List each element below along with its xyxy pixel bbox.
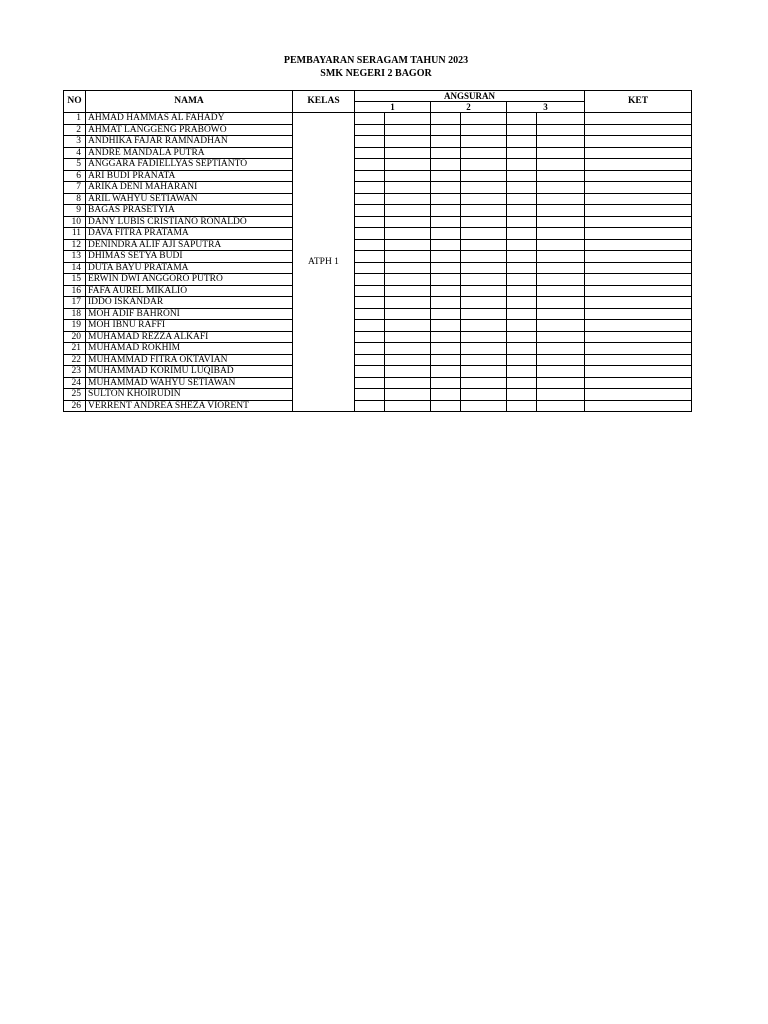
installment-3-amount-cell <box>537 262 585 274</box>
ket-cell <box>585 216 692 228</box>
ket-cell <box>585 262 692 274</box>
installment-1-amount-cell <box>385 147 431 159</box>
installment-3-amount-cell <box>537 343 585 355</box>
installment-2-date-cell <box>431 389 461 401</box>
ket-cell <box>585 343 692 355</box>
payment-table <box>63 90 692 412</box>
installment-3-amount-cell <box>537 182 585 194</box>
installment-1-amount-cell <box>385 366 431 378</box>
row-number: 11 <box>64 228 86 240</box>
installment-3-amount-cell <box>537 389 585 401</box>
installment-2-date-cell <box>431 239 461 251</box>
ket-cell <box>585 354 692 366</box>
installment-3-date-cell <box>507 389 537 401</box>
student-name: MUHAMAD ROKHIM <box>86 343 293 355</box>
header-installment-2: 2 <box>431 102 507 113</box>
student-name: DUTA BAYU PRATAMA <box>86 262 293 274</box>
installment-3-date-cell <box>507 331 537 343</box>
installment-2-date-cell <box>431 170 461 182</box>
row-number: 25 <box>64 389 86 401</box>
table-row <box>64 320 692 332</box>
installment-1-amount-cell <box>385 182 431 194</box>
installment-1-date-cell <box>355 320 385 332</box>
installment-2-date-cell <box>431 343 461 355</box>
installment-2-amount-cell <box>461 205 507 217</box>
student-name: ARIKA DENI MAHARANI <box>86 182 293 194</box>
installment-3-date-cell <box>507 400 537 412</box>
installment-2-amount-cell <box>461 251 507 263</box>
student-name: ANDRE MANDALA PUTRA <box>86 147 293 159</box>
student-name: IDDO ISKANDAR <box>86 297 293 309</box>
student-name: MUHAMAD REZZA ALKAFI <box>86 331 293 343</box>
installment-3-date-cell <box>507 147 537 159</box>
installment-2-date-cell <box>431 193 461 205</box>
installment-1-date-cell <box>355 389 385 401</box>
table-row <box>64 205 692 217</box>
installment-2-date-cell <box>431 251 461 263</box>
installment-1-date-cell <box>355 274 385 286</box>
row-number: 19 <box>64 320 86 332</box>
installment-3-date-cell <box>507 124 537 136</box>
installment-1-amount-cell <box>385 354 431 366</box>
ket-cell <box>585 297 692 309</box>
ket-cell <box>585 251 692 263</box>
row-number: 16 <box>64 285 86 297</box>
installment-1-amount-cell <box>385 193 431 205</box>
table-row <box>64 354 692 366</box>
table-row <box>64 343 692 355</box>
installment-1-date-cell <box>355 251 385 263</box>
table-row <box>64 308 692 320</box>
table-row <box>64 251 692 263</box>
installment-3-amount-cell <box>537 147 585 159</box>
table-row <box>64 113 692 125</box>
installment-2-date-cell <box>431 205 461 217</box>
student-name: VERRENT ANDREA SHEZA VIORENT <box>86 400 293 412</box>
installment-1-date-cell <box>355 239 385 251</box>
row-number: 9 <box>64 205 86 217</box>
header-nama: NAMA <box>86 91 293 113</box>
table-row <box>64 262 692 274</box>
installment-1-date-cell <box>355 377 385 389</box>
ket-cell <box>585 124 692 136</box>
installment-1-date-cell <box>355 147 385 159</box>
installment-2-amount-cell <box>461 308 507 320</box>
ket-cell <box>585 239 692 251</box>
ket-cell <box>585 147 692 159</box>
row-number: 22 <box>64 354 86 366</box>
installment-2-amount-cell <box>461 147 507 159</box>
table-row <box>64 377 692 389</box>
installment-1-date-cell <box>355 400 385 412</box>
row-number: 17 <box>64 297 86 309</box>
installment-2-date-cell <box>431 136 461 148</box>
installment-2-date-cell <box>431 331 461 343</box>
installment-1-date-cell <box>355 216 385 228</box>
installment-2-amount-cell <box>461 297 507 309</box>
ket-cell <box>585 389 692 401</box>
installment-2-amount-cell <box>461 113 507 125</box>
row-number: 3 <box>64 136 86 148</box>
installment-2-amount-cell <box>461 285 507 297</box>
installment-1-amount-cell <box>385 170 431 182</box>
class-cell: ATPH 1 <box>293 113 355 412</box>
installment-2-amount-cell <box>461 274 507 286</box>
ket-cell <box>585 159 692 171</box>
installment-1-date-cell <box>355 308 385 320</box>
installment-1-amount-cell <box>385 389 431 401</box>
row-number: 10 <box>64 216 86 228</box>
student-name: BAGAS PRASETYIA <box>86 205 293 217</box>
installment-3-date-cell <box>507 274 537 286</box>
student-name: AHMAT LANGGENG PRABOWO <box>86 124 293 136</box>
ket-cell <box>585 400 692 412</box>
installment-2-amount-cell <box>461 170 507 182</box>
installment-1-amount-cell <box>385 343 431 355</box>
row-number: 23 <box>64 366 86 378</box>
installment-2-date-cell <box>431 377 461 389</box>
row-number: 8 <box>64 193 86 205</box>
installment-1-date-cell <box>355 182 385 194</box>
title-line-2: SMK NEGERI 2 BAGOR <box>320 68 432 79</box>
installment-3-date-cell <box>507 159 537 171</box>
row-number: 2 <box>64 124 86 136</box>
installment-1-amount-cell <box>385 124 431 136</box>
table-row <box>64 136 692 148</box>
installment-2-date-cell <box>431 308 461 320</box>
installment-1-date-cell <box>355 262 385 274</box>
installment-1-amount-cell <box>385 308 431 320</box>
installment-2-date-cell <box>431 216 461 228</box>
installment-3-amount-cell <box>537 320 585 332</box>
installment-1-date-cell <box>355 136 385 148</box>
installment-3-amount-cell <box>537 400 585 412</box>
table-row <box>64 193 692 205</box>
student-name: ARIL WAHYU SETIAWAN <box>86 193 293 205</box>
installment-3-amount-cell <box>537 308 585 320</box>
installment-2-amount-cell <box>461 262 507 274</box>
document-title <box>0 54 752 80</box>
student-name: MOH IBNU RAFFI <box>86 320 293 332</box>
installment-3-amount-cell <box>537 331 585 343</box>
ket-cell <box>585 377 692 389</box>
student-name: MUHAMMAD WAHYU SETIAWAN <box>86 377 293 389</box>
student-name: DANY LUBIS CRISTIANO RONALDO <box>86 216 293 228</box>
row-number: 26 <box>64 400 86 412</box>
installment-3-amount-cell <box>537 377 585 389</box>
student-name: MUHAMMAD KORIMU LUQIBAD <box>86 366 293 378</box>
ket-cell <box>585 285 692 297</box>
student-name: AHMAD HAMMAS AL FAHADY <box>86 113 293 125</box>
table-row <box>64 159 692 171</box>
header-kelas: KELAS <box>293 91 355 113</box>
row-number: 18 <box>64 308 86 320</box>
ket-cell <box>585 136 692 148</box>
installment-3-amount-cell <box>537 251 585 263</box>
installment-1-amount-cell <box>385 159 431 171</box>
ket-cell <box>585 331 692 343</box>
row-number: 13 <box>64 251 86 263</box>
header-installment-1: 1 <box>355 102 431 113</box>
table-body <box>64 113 692 412</box>
table-row <box>64 216 692 228</box>
ket-cell <box>585 113 692 125</box>
installment-1-date-cell <box>355 354 385 366</box>
installment-3-date-cell <box>507 193 537 205</box>
installment-3-date-cell <box>507 377 537 389</box>
student-name: FAFA AUREL MIKALIO <box>86 285 293 297</box>
installment-2-amount-cell <box>461 400 507 412</box>
installment-3-date-cell <box>507 182 537 194</box>
row-number: 6 <box>64 170 86 182</box>
installment-3-amount-cell <box>537 205 585 217</box>
ket-cell <box>585 320 692 332</box>
installment-2-amount-cell <box>461 159 507 171</box>
installment-2-date-cell <box>431 147 461 159</box>
table-row <box>64 366 692 378</box>
installment-3-amount-cell <box>537 285 585 297</box>
installment-3-date-cell <box>507 136 537 148</box>
installment-1-amount-cell <box>385 216 431 228</box>
installment-2-amount-cell <box>461 216 507 228</box>
installment-1-amount-cell <box>385 285 431 297</box>
installment-1-amount-cell <box>385 331 431 343</box>
installment-2-date-cell <box>431 400 461 412</box>
installment-1-date-cell <box>355 193 385 205</box>
student-name: ANGGARA FADIELLYAS SEPTIANTO <box>86 159 293 171</box>
installment-3-amount-cell <box>537 193 585 205</box>
student-name: DHIMAS SETYA BUDI <box>86 251 293 263</box>
installment-3-date-cell <box>507 205 537 217</box>
installment-1-date-cell <box>355 170 385 182</box>
installment-3-date-cell <box>507 170 537 182</box>
title-line-1: PEMBAYARAN SERAGAM TAHUN 2023 <box>283 55 469 66</box>
table-row <box>64 170 692 182</box>
installment-3-date-cell <box>507 308 537 320</box>
installment-3-amount-cell <box>537 297 585 309</box>
student-name: MUHAMMAD FITRA OKTAVIAN <box>86 354 293 366</box>
ket-cell <box>585 228 692 240</box>
installment-2-amount-cell <box>461 239 507 251</box>
row-number: 1 <box>64 113 86 125</box>
ket-cell <box>585 205 692 217</box>
row-number: 15 <box>64 274 86 286</box>
student-name: ERWIN DWI ANGGORO PUTRO <box>86 274 293 286</box>
installment-1-date-cell <box>355 343 385 355</box>
installment-2-date-cell <box>431 113 461 125</box>
installment-2-amount-cell <box>461 228 507 240</box>
installment-1-amount-cell <box>385 239 431 251</box>
installment-1-date-cell <box>355 113 385 125</box>
installment-1-date-cell <box>355 285 385 297</box>
table-row <box>64 389 692 401</box>
installment-2-date-cell <box>431 366 461 378</box>
installment-3-date-cell <box>507 113 537 125</box>
installment-3-amount-cell <box>537 159 585 171</box>
installment-1-amount-cell <box>385 320 431 332</box>
row-number: 14 <box>64 262 86 274</box>
installment-2-date-cell <box>431 124 461 136</box>
installment-2-date-cell <box>431 354 461 366</box>
table-row <box>64 297 692 309</box>
table-row <box>64 147 692 159</box>
installment-2-date-cell <box>431 262 461 274</box>
installment-3-date-cell <box>507 366 537 378</box>
student-name: DAVA FITRA PRATAMA <box>86 228 293 240</box>
table-row <box>64 331 692 343</box>
installment-1-amount-cell <box>385 113 431 125</box>
installment-2-amount-cell <box>461 331 507 343</box>
ket-cell <box>585 308 692 320</box>
installment-1-amount-cell <box>385 136 431 148</box>
installment-3-date-cell <box>507 297 537 309</box>
row-number: 12 <box>64 239 86 251</box>
installment-1-amount-cell <box>385 251 431 263</box>
installment-3-amount-cell <box>537 216 585 228</box>
installment-1-date-cell <box>355 159 385 171</box>
installment-3-date-cell <box>507 216 537 228</box>
installment-3-amount-cell <box>537 239 585 251</box>
installment-3-amount-cell <box>537 354 585 366</box>
installment-1-date-cell <box>355 297 385 309</box>
table-row <box>64 274 692 286</box>
installment-2-date-cell <box>431 285 461 297</box>
installment-2-date-cell <box>431 182 461 194</box>
student-name: SULTON KHOIRUDIN <box>86 389 293 401</box>
table-row <box>64 285 692 297</box>
installment-3-amount-cell <box>537 124 585 136</box>
installment-3-date-cell <box>507 251 537 263</box>
table-row <box>64 228 692 240</box>
installment-2-date-cell <box>431 274 461 286</box>
installment-2-date-cell <box>431 297 461 309</box>
installment-3-date-cell <box>507 239 537 251</box>
installment-2-amount-cell <box>461 124 507 136</box>
table-row <box>64 124 692 136</box>
installment-2-amount-cell <box>461 193 507 205</box>
row-number: 4 <box>64 147 86 159</box>
table-row <box>64 400 692 412</box>
installment-3-date-cell <box>507 354 537 366</box>
installment-2-amount-cell <box>461 182 507 194</box>
installment-1-amount-cell <box>385 228 431 240</box>
header-no: NO <box>64 91 86 113</box>
table-row <box>64 182 692 194</box>
ket-cell <box>585 274 692 286</box>
installment-2-date-cell <box>431 228 461 240</box>
installment-1-amount-cell <box>385 400 431 412</box>
student-name: MOH ADIF BAHRONI <box>86 308 293 320</box>
installment-3-amount-cell <box>537 228 585 240</box>
student-name: ANDHIKA FAJAR RAMNADHAN <box>86 136 293 148</box>
installment-2-amount-cell <box>461 377 507 389</box>
installment-3-date-cell <box>507 262 537 274</box>
installment-2-date-cell <box>431 159 461 171</box>
header-angsuran: ANGSURAN <box>355 91 585 102</box>
installment-1-amount-cell <box>385 377 431 389</box>
header-row <box>64 91 692 102</box>
row-number: 7 <box>64 182 86 194</box>
installment-1-date-cell <box>355 205 385 217</box>
row-number: 20 <box>64 331 86 343</box>
installment-3-amount-cell <box>537 274 585 286</box>
row-number: 24 <box>64 377 86 389</box>
installment-3-amount-cell <box>537 366 585 378</box>
ket-cell <box>585 193 692 205</box>
installment-3-amount-cell <box>537 136 585 148</box>
installment-3-date-cell <box>507 343 537 355</box>
installment-1-date-cell <box>355 228 385 240</box>
installment-3-date-cell <box>507 285 537 297</box>
installment-1-date-cell <box>355 124 385 136</box>
student-name: DENINDRA ALIF AJI SAPUTRA <box>86 239 293 251</box>
student-name: ARI BUDI PRANATA <box>86 170 293 182</box>
installment-2-amount-cell <box>461 320 507 332</box>
installment-2-date-cell <box>431 320 461 332</box>
row-number: 21 <box>64 343 86 355</box>
installment-1-amount-cell <box>385 297 431 309</box>
installment-2-amount-cell <box>461 366 507 378</box>
ket-cell <box>585 182 692 194</box>
installment-3-amount-cell <box>537 113 585 125</box>
installment-3-amount-cell <box>537 170 585 182</box>
installment-2-amount-cell <box>461 354 507 366</box>
installment-2-amount-cell <box>461 343 507 355</box>
installment-2-amount-cell <box>461 389 507 401</box>
installment-3-date-cell <box>507 320 537 332</box>
ket-cell <box>585 170 692 182</box>
ket-cell <box>585 366 692 378</box>
installment-2-amount-cell <box>461 136 507 148</box>
installment-1-amount-cell <box>385 262 431 274</box>
installment-1-amount-cell <box>385 274 431 286</box>
header-installment-3: 3 <box>507 102 585 113</box>
row-number: 5 <box>64 159 86 171</box>
table-row <box>64 239 692 251</box>
installment-1-date-cell <box>355 366 385 378</box>
installment-1-amount-cell <box>385 205 431 217</box>
installment-3-date-cell <box>507 228 537 240</box>
installment-1-date-cell <box>355 331 385 343</box>
header-ket: KET <box>585 91 692 113</box>
